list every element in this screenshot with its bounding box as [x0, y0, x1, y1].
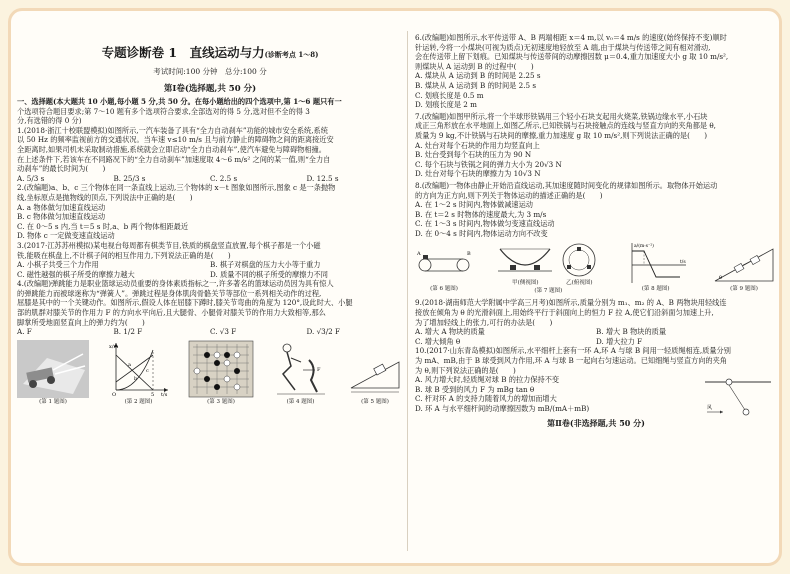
- svg-text:t/s: t/s: [679, 260, 686, 266]
- right-column: [415, 33, 777, 429]
- figure-3: (第 3 题图): [188, 340, 254, 406]
- svg-text:F: F: [316, 366, 320, 373]
- question-4: 4.(改编题)弹跳能力是职业篮球运动员重要的身体素质指标之一,许多著名的篮球运动员因为具有惊人 的弹跳能力而被球迷称为“弹簧人”。弹跳过程是身体肌肉骨骼关节等部位一系列相关动作的过程, 屈膝是其中的一个关键动作。如图所示,假设人体在屈膝下蹲时,膝关节弯曲的角度为 120°,设此时大、小腿 部的肌群对膝关节的作用力 F 的方向水平向后,且大腿骨、小腿骨对膝关节的作用力大致相等,那么 脚掌所受地面竖直向上的弹力约为( ) A. F B. 1/2 F C. √3 F D. √3/2 F: [17, 279, 403, 337]
- q1-options: [17, 174, 403, 184]
- question-1: 1.(2018·浙江十校联盟模拟)如图所示,一汽车装备了具有“全力自动刹车”功能的城市安全系统,系统 以 50 Hz 的频率监视前方的交通状况。当车速 v≤10 m/s 且与前方静止的障碍物之间的距离接近安 全距离时,如果司机未采取制动措施,系统就会立即启动“全力自动刹车”,使汽车避免与障碍物相撞。 在上述条件下,若该车在不同路况下的“全力自动刹车”加速度取 4～6 m/s² 之间的某一值,则“全力自 动刹车”的最长时间为( ) A. 5/3 s B. 25/3 s C. 2.5 s D. 12.5 s: [17, 126, 403, 184]
- svg-text:a/(m·s⁻²): a/(m·s⁻²): [633, 244, 654, 250]
- figure-7: 甲(侧视图) 乙(俯视图) (第 7 题图): [496, 241, 600, 295]
- left-column: [17, 37, 403, 409]
- figure-8: a/(m·s⁻²) t/s (第 8 题图): [624, 241, 688, 295]
- figure-6: A B (第 6 题图): [415, 241, 473, 295]
- q4-options: A. F B. 1/2 F C. √3 F D. √3/2 F: [17, 327, 340, 337]
- part1-heading: 第Ⅰ卷(选择题,共 50 分): [163, 84, 257, 94]
- incline-blocks: [711, 241, 777, 285]
- figure-9: θ (第 9 题图): [711, 241, 777, 295]
- section-intro: 一、选择题(本大题共 10 小题,每小题 5 分,共 50 分。在每小题给出的四个选项中,第 1～6 题只有一 个选项符合题目要求;第 7～10 题有多个选项符合要求,全部选对的得 5 分,选对但不全的得 3 分,有选错的得 0 分): [17, 97, 342, 126]
- exam-info: 考试时间:100 分钟 总分:100 分: [153, 67, 267, 76]
- right-figure-row: [415, 241, 777, 295]
- conveyor-belt-diagram: [415, 241, 473, 285]
- question-2: 2.(改编题)a、b、c 三个物体在同一条直线上运动,三个物体的 x－t 图象如图所示,图象 c 是一条抛物 线,坐标原点是抛物线的顶点,下列说法中正确的是( ) A. a 物体做匀加速直线运动 B. c 物体做匀加速直线运动 C. 在 0～5 s 内,当 t＝5 s 时,a、b 两个物体相距最近 D. 物体 c 一定做变速直线运动: [17, 183, 336, 241]
- q1-option-d[interactable]: D. 12.5 s: [306, 173, 339, 183]
- question-9: 9.(2018·湖南师范大学附属中学高三月考)如图所示,质量分别为 m₁、m₂ 的 A、B 两物块用轻线连 接放在倾角为 θ 的光滑斜面上,用始终平行于斜面向上的恒力 F 拉 A,使它们沿斜面匀加速上升, 为了增加轻线上的张力,可行的办法是( ) A. 增大 A 物块的质量 B. 增大 B 物块的质量 C. 增大倾角 θ D. 增大拉力 F: [415, 298, 777, 346]
- conveyor-icon: [347, 340, 403, 398]
- question-7: 7.(改编题)如图甲所示,将一个半球形铁锅用三个轻小石块支起用火烧菜,铁锅边缘水平,小石块 成正三角形放在水平地面上,如图乙所示,已知铁锅与石块接触点的连线与竖直方向的夹角都是 θ, 质量为 9 kg,不计铁锅与石块间的摩擦,重力加速度 g 取 10 m/s²,则下列说法正确的是( ) A. 灶台对每个石块的作用力均竖直向上 B. 灶台受到每个石块的压力为 90 N C. 每个石块与铁锅之间的弹力大小为 20√3 N D. 灶台对每个石块的摩擦力为 10√3 N: [415, 111, 716, 179]
- q3-options: A. 小棋子共受三个力作用 B. 棋子对棋盘的压力大小等于重力 C. 磁性越强的棋子所受的摩擦力越大 D. 质量不同的棋子所受的摩擦力不同: [17, 260, 328, 279]
- figure-4: F (第 4 题图): [273, 340, 329, 406]
- figure-5: (第 5 题图): [347, 340, 403, 406]
- wok-side-view: [496, 241, 554, 279]
- question-8: 8.(改编题)一物体由静止开始沿直线运动,其加速度随时间变化的规律如图所示。取物体开始运动 的方向为正方向,则下列关于物体运动的描述正确的是( ) A. 在 1～2 s 时间内,物体做减速运动 B. 在 t＝2 s 时物体的速度最大,为 3 m/s C. 在 1～3 s 时间内,物体做匀变速直线运动 D. 在 0～4 s 时间内,物体运动方向不改变: [415, 180, 718, 238]
- svg-text:t/s: t/s: [160, 391, 167, 398]
- svg-text:A: A: [417, 251, 421, 258]
- wind-ring-ball-figure: [701, 376, 773, 422]
- figure-2: x/m O 5 t/s a b c (第 2 题图): [108, 340, 170, 406]
- svg-text:b: b: [133, 375, 137, 382]
- question-6: 6.(改编题)如图所示,水平传送带 A、B 两端相距 x＝4 m,以 v₀＝4 m/s 的速度(始终保持不变)顺时 针运转,今将一小煤块(可视为质点)无初速度地轻放至 A 端,由于煤块与传送带之间有相对滑动, 会在传送带上留下划痕。已知煤块与传送带间的动摩擦因数 μ＝0.4,重力加速度大小 g 取 10 m/s², 则煤块从 A 运动到 B 的过程中( ) A. 煤块从 A 运动到 B 的时间是 2.25 s B. 煤块从 A 运动到 B 的时间是 2.5 s C. 划痕长度是 0.5 m D. 划痕长度是 2 m: [415, 33, 729, 110]
- q9-options: A. 增大 A 物块的质量 B. 增大 B 物块的质量 C. 增大倾角 θ D. 增大拉力 F: [415, 327, 667, 346]
- question-10: 10.(2017·山东青岛模拟)如图所示,水平细杆上套有一环 A,环 A 与球 B 间用一轻质绳相连,质量分别 为 mA、mB,由于 B 球受到风力作用,环 A 与球 B 一起向右匀速运动。已知细绳与竖直方向的夹角 为 θ,则下列说法正确的是( ) A. 风力增大时,轻质绳对球 B 的拉力保持不变 B. 球 B 受到的风力 F 为 mBg tan θ C. 杆对环 A 的支持力随着风力的增加而增大 D. 环 A 与水平细杆间的动摩擦因数为 mB/(mA＋mB) 风: [415, 346, 777, 413]
- column-divider: [407, 31, 408, 551]
- part2-heading: 第Ⅱ卷(非选择题,共 50 分): [547, 417, 645, 428]
- xt-graph: [108, 340, 170, 398]
- svg-text:O: O: [111, 391, 116, 398]
- at-graph: [624, 241, 688, 285]
- paper-title: 专题诊断卷 1 直线运动与力(诊断考点 1～8): [101, 45, 319, 60]
- svg-text:风: 风: [707, 405, 713, 412]
- q1-option-c[interactable]: C. 2.5 s: [210, 173, 238, 183]
- svg-text:B: B: [467, 251, 471, 258]
- exam-sheet: [8, 8, 782, 566]
- go-board: [188, 340, 254, 398]
- wok-top-view: [558, 241, 600, 279]
- svg-text:c: c: [145, 367, 149, 374]
- svg-text:x/m: x/m: [108, 343, 118, 350]
- jumper-illustration: [273, 340, 329, 398]
- svg-text:a: a: [127, 361, 131, 368]
- car-photo-illustration: [17, 340, 89, 398]
- question-3: 3.(2017·江苏苏州模拟)某电视台每周都有棋类节目,铁质的棋盘竖直放置,每个棋子都是一个小磁 铁,能吸在棋盘上,不计棋子间的相互作用力,下列说法正确的是( ) A. 小棋子共受三个力作用 B. 棋子对棋盘的压力大小等于重力 C. 磁性越强的棋子所受的摩擦力越大 D. 质量不同的棋子所受的摩擦力不同: [17, 241, 403, 279]
- svg-text:θ: θ: [718, 275, 722, 282]
- q1-option-a[interactable]: A. 5/3 s: [17, 173, 45, 183]
- q1-option-b[interactable]: B. 25/3 s: [113, 173, 146, 183]
- left-figure-row: [17, 340, 403, 406]
- svg-text:5: 5: [150, 391, 154, 398]
- figure-1: (第 1 题图): [17, 340, 89, 406]
